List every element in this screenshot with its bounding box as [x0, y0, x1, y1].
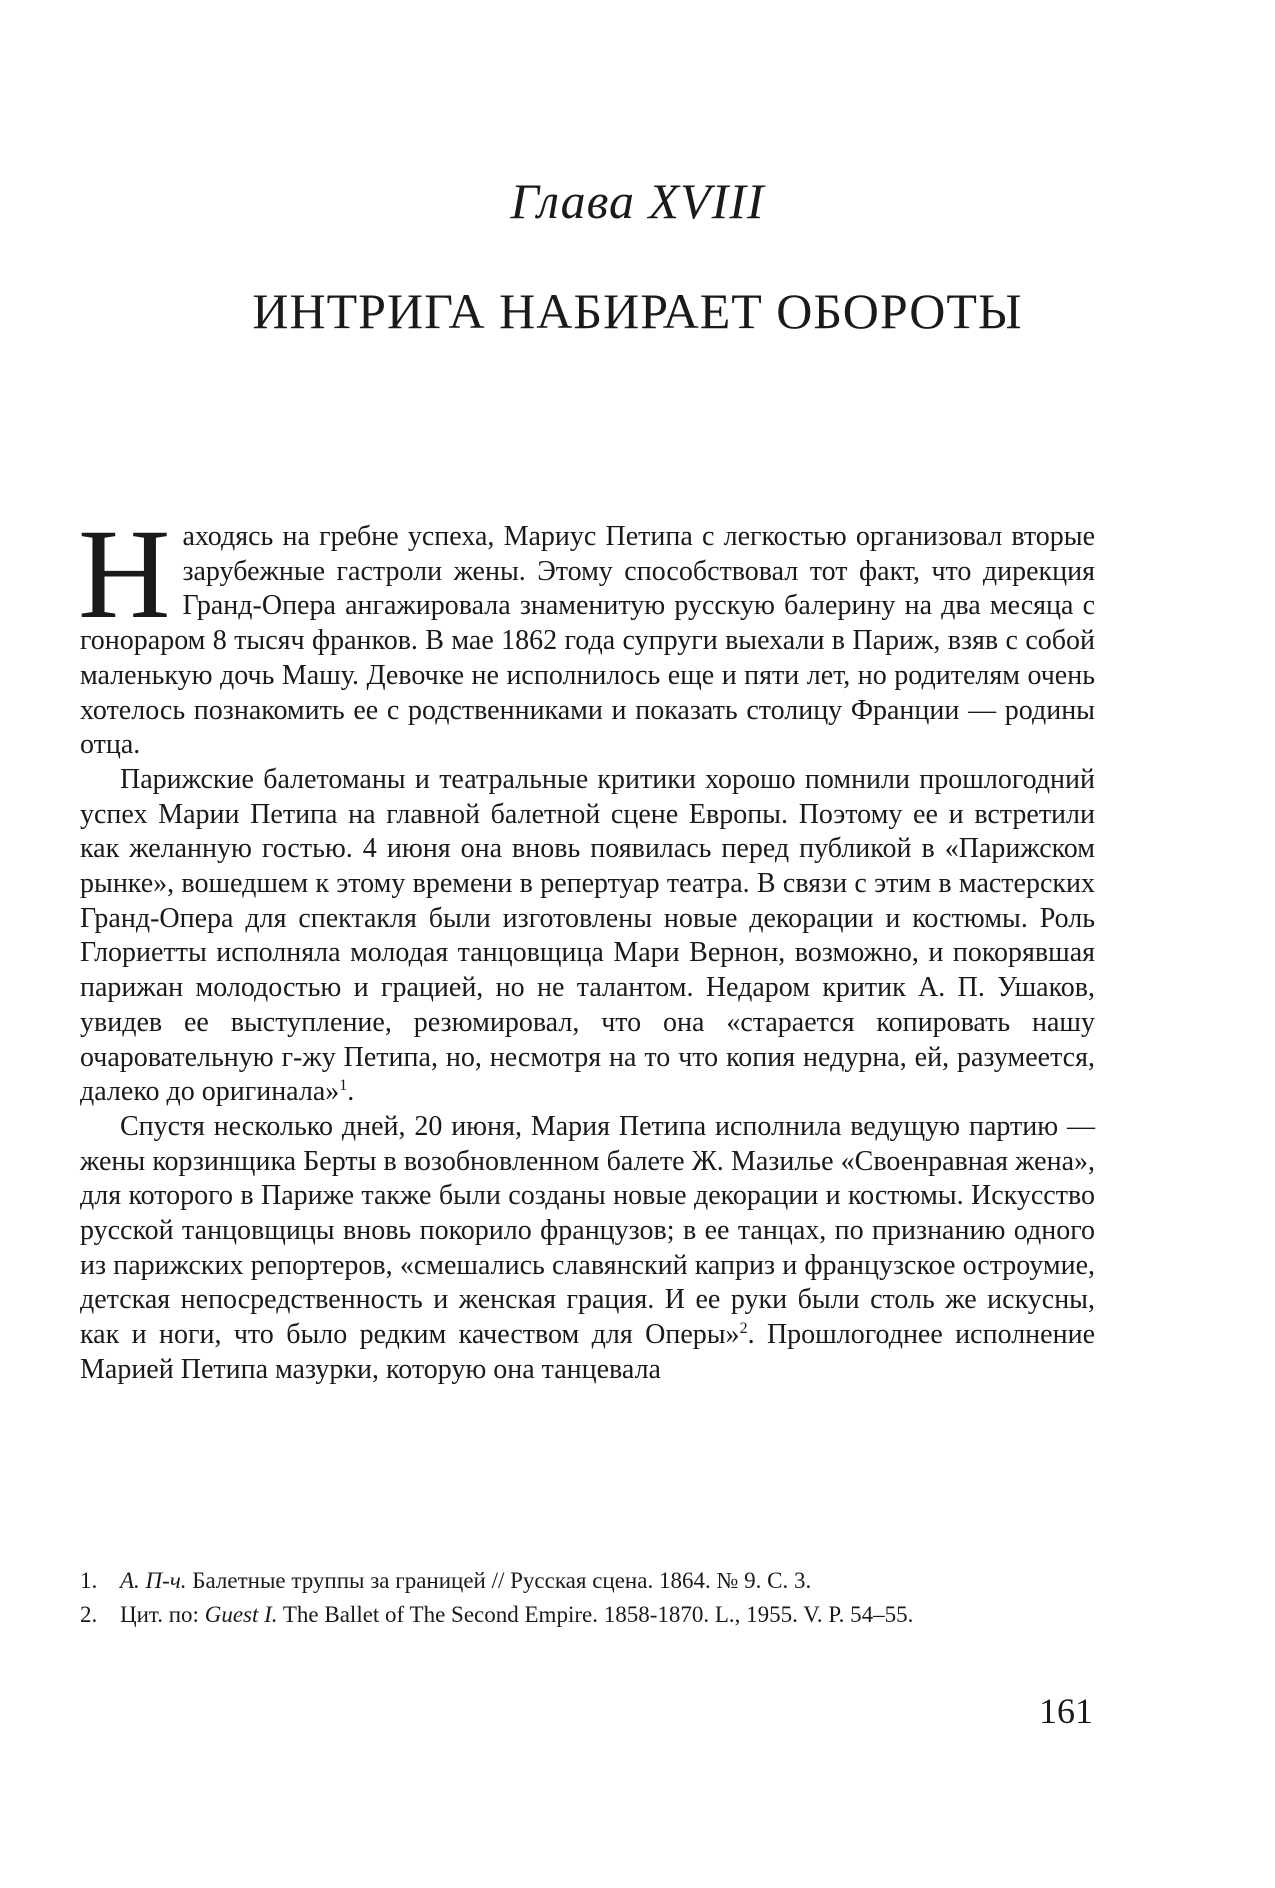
body-text [78, 503, 1095, 1388]
footnote-author: Guest I. [204, 1602, 278, 1627]
paragraph-3-text: Спустя несколько дней, 20 июня, Мария Петипа исполнила ведущую партию — жены корзинщика Берты в возобновленном балете Ж. Мазилье «Своенравная жена», для которого в Париже также были созданы новые декорации и костюмы. Искусство русской танцовщицы вновь покорило французов; в ее танцах, по признанию одного из парижских репортеров, «смешались славянский каприз и французское остроумие, детская непосредственность и женская грация. И ее руки были столь же искусны, как и ноги, что было редким качеством для Оперы» [80, 1110, 1095, 1351]
paragraph-2 [80, 763, 1095, 1110]
footnote-text: Балетные труппы за границей // Русская сцена. 1864. № 9. С. 3. [186, 1568, 812, 1593]
footnote-number: 2. [80, 1602, 98, 1627]
dropcap: Н [78, 503, 171, 645]
paragraph-2-text: Парижские балетоманы и театральные критики хорошо помнили прошлогодний успех Марии Петипа на главной балетной сцене Европы. Поэтому ее и встретили как желанную гостью. 4 июня она вновь появилась перед публикой в «Парижском рынке», вошедшем к этому времени в репертуар театра. В связи с этим в мастерских Гранд-Опера для спектакля были изготовлены новые декорации и костюмы. Роль Глориетты исполняла молодая танцовщица Мари Вернон, возможно, и покорявшая парижан молодостью и грацией, но не талантом. Недаром критик А. П. Ушаков, увидев ее выступление, резюмировал, что она «старается копировать нашу очаровательную г-жу Петипа, но, несмотря на то что копия недурна, ей, разумеется, далеко до оригинала» [80, 763, 1095, 1108]
footnotes [80, 1564, 1095, 1632]
footnote-number: 1. [80, 1568, 98, 1593]
page-number: 161 [1039, 1691, 1093, 1731]
footnote-author: А. П-ч. [120, 1568, 187, 1593]
paragraph-1 [78, 503, 1095, 763]
footnote-1 [80, 1564, 1095, 1598]
footnote-text: The Ballet of The Second Empire. 1858-1870. L., 1955. V. P. 54–55. [277, 1602, 914, 1627]
footnote-2 [80, 1598, 1095, 1632]
paragraph-3-tail: . Прошлогоднее исполнение Марией Петипа мазурки, которую она танцевала [80, 1319, 1095, 1385]
footnote-prefix: Цит. по: [120, 1602, 205, 1627]
chapter-label: Глава XVIII [510, 173, 765, 229]
paragraph-1-text: аходясь на гребне успеха, Мариус Петипа с легкостью организовал вторые зарубежные гастроли жены. Этому способствовал тот факт, что дирекция Гранд-Опера ангажировала знаменитую русскую балерину на два месяца с гонораром 8 тысяч франков. В мае 1862 года супруги выехали в Париж, взяв с собой маленькую дочь Машу. Девочке не исполнилось еще и пяти лет, но родителям очень хотелось познакомить ее с родственниками и показать столицу Франции — родины отца. [80, 521, 1095, 761]
footnote-body [120, 1598, 913, 1632]
chapter-title: ИНТРИГА НАБИРАЕТ ОБОРОТЫ [252, 283, 1023, 339]
footnote-ref-1[interactable]: 1 [339, 1077, 348, 1095]
paragraph-3 [80, 1110, 1095, 1388]
footnote-body [120, 1564, 811, 1598]
paragraph-2-tail: . [347, 1076, 355, 1108]
footnote-ref-2[interactable]: 2 [739, 1320, 748, 1338]
